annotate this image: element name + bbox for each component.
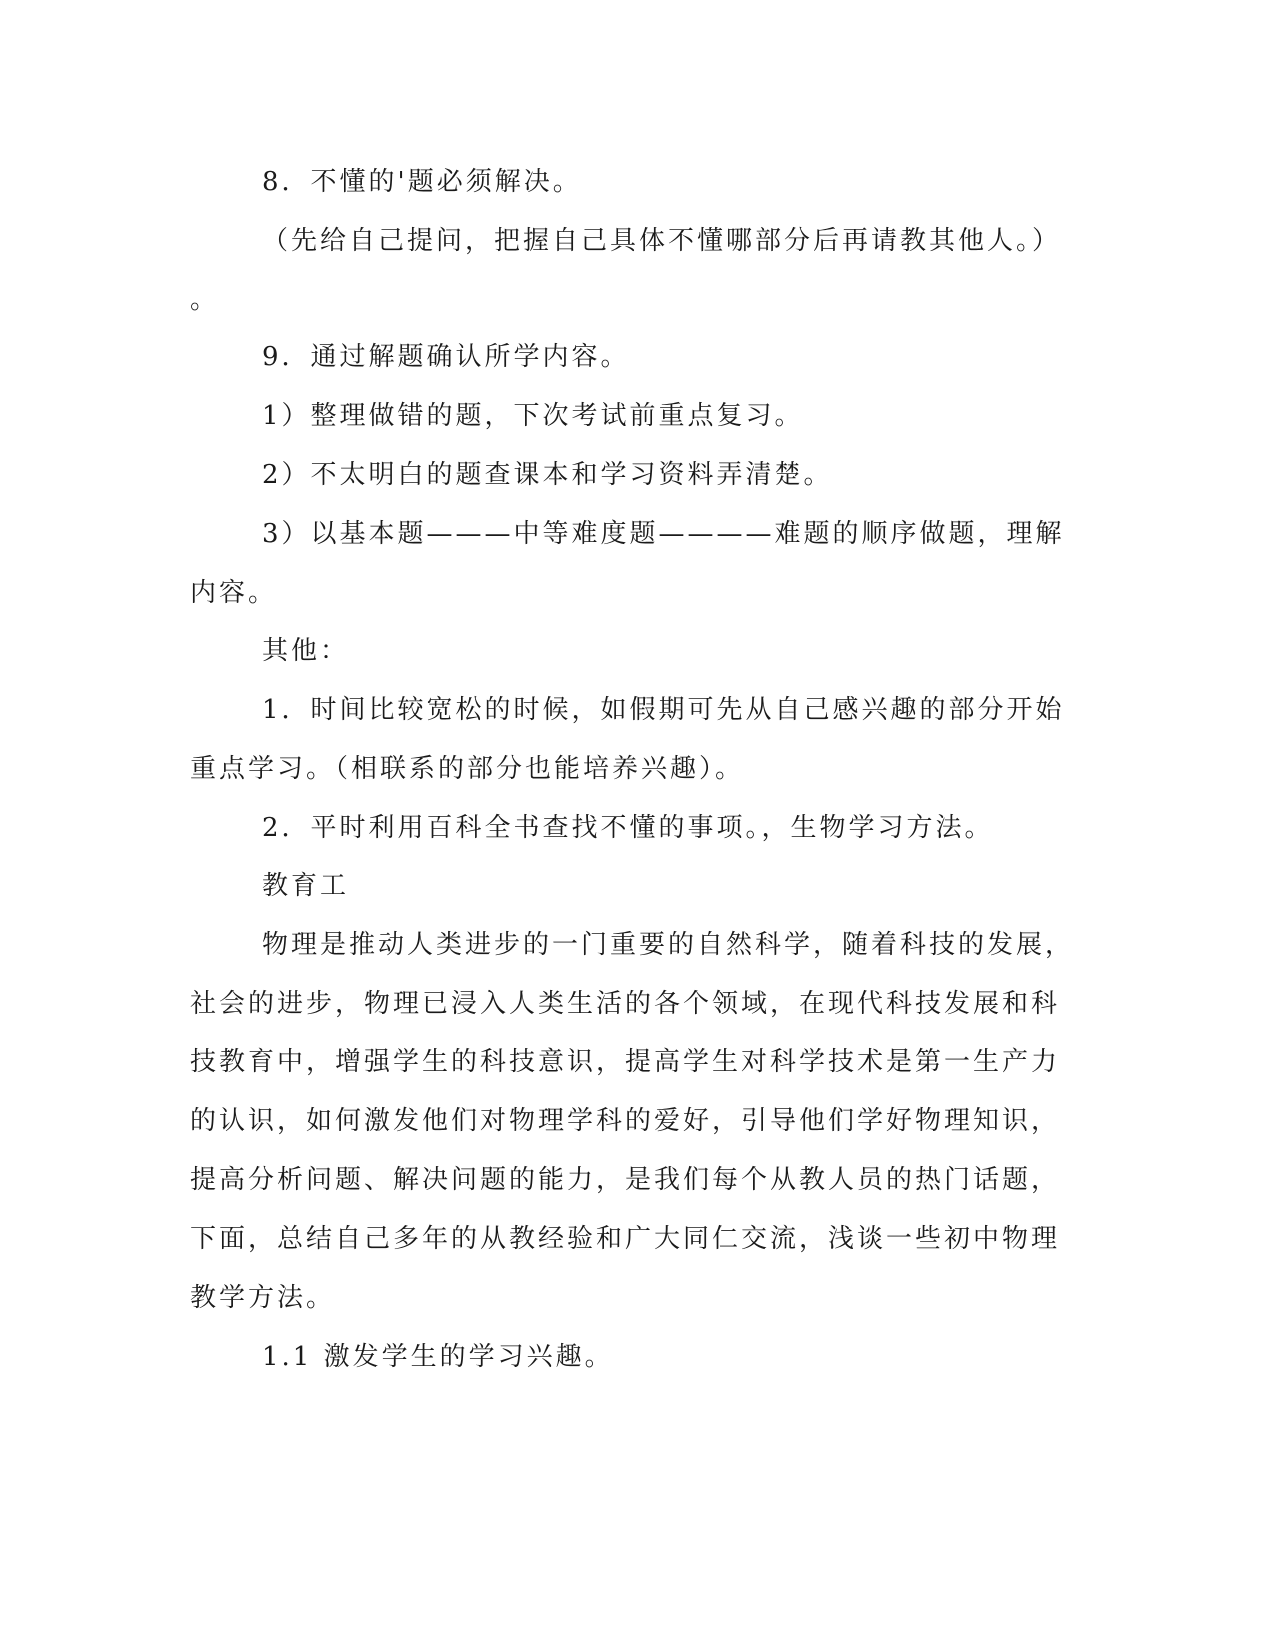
paragraph-line: 物理是推动人类进步的一门重要的自然科学，随着科技的发展， — [262, 930, 1075, 960]
paragraph-line: （先给自己提问，把握自己具体不懂哪部分后再请教其他人。） — [262, 226, 1062, 256]
paragraph-line: 提高分析问题、解决问题的能力，是我们每个从教人员的热门话题， — [190, 1165, 1061, 1195]
paragraph-line: 其他： — [262, 636, 350, 666]
paragraph-line: 。 — [190, 285, 220, 315]
paragraph-line: 2．平时利用百科全书查找不懂的事项。，生物学习方法。 — [262, 813, 994, 843]
paragraph-line: 教育工 — [262, 871, 350, 901]
paragraph-line: 下面，总结自己多年的从教经验和广大同仁交流，浅谈一些初中物理 — [190, 1224, 1061, 1254]
paragraph-line: 的认识，如何激发他们对物理学科的爱好，引导他们学好物理知识， — [190, 1106, 1061, 1136]
paragraph-line: 2）不太明白的题查课本和学习资料弄清楚。 — [262, 460, 833, 490]
paragraph-line: 重点学习。（相联系的部分也能培养兴趣）。 — [190, 754, 745, 784]
paragraph-line: 1）整理做错的题，下次考试前重点复习。 — [262, 401, 804, 431]
paragraph-line: 社会的进步，物理已浸入人类生活的各个领域，在现代科技发展和科 — [190, 989, 1061, 1019]
paragraph-line: 3）以基本题———中等难度题————难题的顺序做题，理解 — [262, 519, 1065, 549]
paragraph-line: 教学方法。 — [190, 1283, 336, 1313]
section-heading: 1.1 激发学生的学习兴趣。 — [262, 1342, 614, 1372]
paragraph-line: 8．不懂的'题必须解决。 — [262, 167, 582, 197]
paragraph-line: 9．通过解题确认所学内容。 — [262, 342, 630, 372]
paragraph-line: 内容。 — [190, 578, 278, 608]
paragraph-line: 1．时间比较宽松的时候，如假期可先从自己感兴趣的部分开始 — [262, 695, 1065, 725]
paragraph-line: 技教育中，增强学生的科技意识，提高学生对科学技术是第一生产力 — [190, 1047, 1061, 1077]
